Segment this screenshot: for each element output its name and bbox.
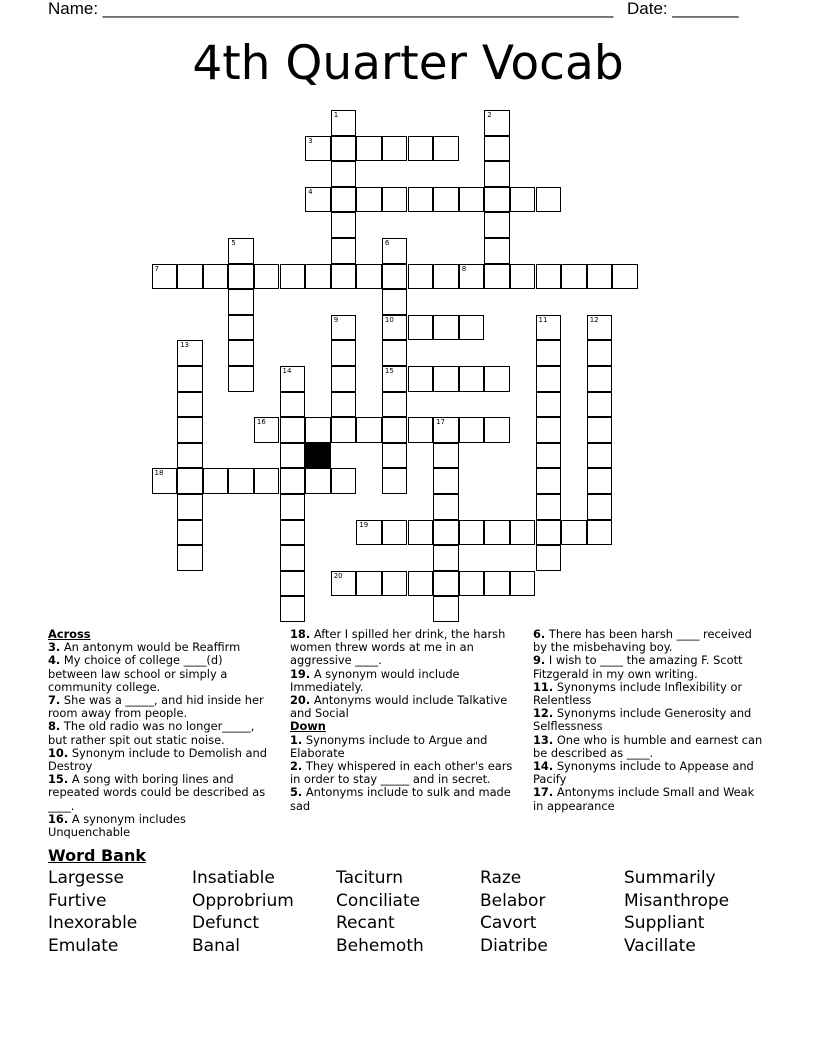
grid-cell[interactable] [382,136,408,162]
grid-cell[interactable] [382,571,408,597]
grid-cell[interactable] [587,340,613,366]
word-bank [48,867,768,957]
clue-across-20: 20. Antonyms would include Talkative and Social [290,693,508,721]
clue-across-10: 10. Synonym include to Demolish and Destroy [48,745,267,774]
grid-cell[interactable] [536,392,562,418]
grid-cell[interactable] [356,187,382,213]
clue-number: 16 [256,418,266,427]
grid-cell[interactable] [331,212,357,238]
word-bank-item: Opprobrium [192,890,294,911]
grid-cell[interactable] [433,596,459,622]
grid-cell[interactable] [305,264,331,290]
black-cell [305,443,331,469]
word-bank-item: Diatribe [480,935,548,956]
grid-cell[interactable] [612,264,638,290]
clue-number: 19 [359,520,369,529]
grid-cell[interactable] [561,520,587,546]
grid-cell[interactable] [356,520,382,546]
clue-across-7: 7. She was a _____, and hid inside her room away from people. [48,693,264,721]
grid-cell[interactable] [408,136,434,162]
grid-cell[interactable] [228,366,254,392]
grid-cell[interactable] [484,417,510,443]
grid-cell[interactable] [254,264,280,290]
grid-cell[interactable] [433,417,459,443]
clue-number: 17 [436,418,446,427]
clue-number: 7 [154,264,159,273]
grid-cell[interactable] [382,468,408,494]
grid-cell[interactable] [536,520,562,546]
grid-cell[interactable] [408,315,434,341]
grid-cell[interactable] [331,238,357,264]
grid-cell[interactable] [433,468,459,494]
grid-cell[interactable] [536,545,562,571]
grid-cell[interactable] [382,366,408,392]
clue-down-12: 12. Synonyms include Generosity and Selflessness [533,706,752,734]
grid-cell[interactable] [484,264,510,290]
grid-cell[interactable] [459,520,485,546]
word-bank-item: Behemoth [336,935,424,956]
grid-cell[interactable] [433,366,459,392]
grid-cell[interactable] [228,264,254,290]
clue-number: 3 [308,136,313,145]
grid-cell[interactable] [331,417,357,443]
grid-cell[interactable] [587,366,613,392]
clue-number: 2 [487,111,492,119]
grid-cell[interactable] [408,264,434,290]
grid-cell[interactable] [177,417,203,443]
word-bank-item: Taciturn [336,868,403,888]
grid-cell[interactable] [305,187,331,213]
clue-across-15: 15. A song with boring lines and repeated words could be described as ____. [48,772,266,813]
clue-number: 14 [282,367,292,375]
grid-cell[interactable] [280,392,306,418]
word-bank-item: Vacillate [624,935,696,956]
word-bank-item: Conciliate [336,890,421,911]
clues-column-1 [48,628,270,839]
grid-cell[interactable] [408,187,434,213]
grid-cell[interactable] [536,468,562,494]
grid-cell[interactable] [484,110,510,136]
across-heading: Across [48,627,91,641]
grid-cell[interactable] [305,468,331,494]
grid-cell[interactable] [177,545,203,571]
grid-cell[interactable] [484,366,510,392]
word-bank-item: Cavort [480,913,537,933]
grid-cell[interactable] [228,340,254,366]
clue-down-11: 11. Synonyms include Inflexibility or Relentless [533,679,743,708]
grid-cell[interactable] [280,571,306,597]
grid-cell[interactable] [536,340,562,366]
grid-cell[interactable] [484,187,510,213]
clue-down-9: 9. I wish to ____ the amazing F. Scott Fitzgerald in my own writing. [533,653,743,681]
grid-cell[interactable] [561,264,587,290]
grid-cell[interactable] [305,417,331,443]
grid-cell[interactable] [382,443,408,469]
clue-number: 18 [154,469,164,478]
clue-number: 8 [461,264,467,273]
grid-cell[interactable] [459,187,485,213]
grid-cell[interactable] [280,443,306,469]
grid-cell[interactable] [331,366,357,392]
grid-cell[interactable] [177,366,203,392]
grid-cell[interactable] [280,468,306,494]
clues-column-2 [290,628,518,813]
grid-cell[interactable] [356,264,382,290]
grid-cell[interactable] [331,110,357,136]
word-bank-item: Defunct [192,913,260,933]
clue-down-17: 17. Antonyms include Small and Weak in appearance [533,785,755,813]
grid-cell[interactable] [536,417,562,443]
clue-down-2: 2. They whispered in each other's ears in order to stay _____ and in secret. [290,759,513,787]
grid-cell[interactable] [484,136,510,162]
grid-cell[interactable] [536,264,562,290]
word-bank-item: Inexorable [48,913,138,933]
grid-cell[interactable] [331,571,357,597]
grid-cell[interactable] [408,571,434,597]
grid-cell[interactable] [433,571,459,597]
clue-number: 12 [589,315,599,324]
grid-cell[interactable] [587,264,613,290]
grid-cell[interactable] [228,468,254,494]
grid-cell[interactable] [587,443,613,469]
grid-cell[interactable] [280,494,306,520]
clue-down-6: 6. There has been harsh ____ received by the misbehaving boy. [533,627,752,655]
grid-cell[interactable] [459,366,485,392]
grid-cell[interactable] [587,392,613,418]
clue-down-5: 5. Antonyms include to sulk and made sad [290,785,511,813]
word-bank-item: Summarily [624,868,716,888]
grid-cell[interactable] [382,264,408,290]
clue-number: 10 [384,315,394,324]
grid-cell[interactable] [280,366,306,392]
grid-cell[interactable] [484,520,510,546]
page-title: 4th Quarter Vocab [192,36,624,91]
grid-cell[interactable] [356,571,382,597]
grid-cell[interactable] [382,289,408,315]
grid-cell[interactable] [177,264,203,290]
grid-cell[interactable] [433,187,459,213]
grid-cell[interactable] [177,392,203,418]
grid-cell[interactable] [536,366,562,392]
grid-cell[interactable] [408,417,434,443]
grid-cell[interactable] [254,417,280,443]
grid-cell[interactable] [331,161,357,187]
grid-cell[interactable] [536,315,562,341]
grid-cell[interactable] [382,392,408,418]
name-field-label: Name: ______________________________________________________ [48,0,614,18]
grid-cell[interactable] [331,136,357,162]
grid-cell[interactable] [484,161,510,187]
word-bank-item: Largesse [48,868,125,888]
clue-down-1: 1. Synonyms include to Argue and Elaborate [290,732,488,760]
grid-cell[interactable] [459,571,485,597]
grid-cell[interactable] [177,468,203,494]
clue-number: 1 [333,111,339,119]
date-field-label: Date: _______ [627,0,739,18]
grid-cell[interactable] [228,289,254,315]
grid-cell[interactable] [356,417,382,443]
clue-across-4: 4. My choice of college ____(d) between law school or simply a community college. [48,653,228,694]
clue-across-18: 18. After I spilled her drink, the harsh women threw words at me in an aggressive ____. [290,627,506,668]
grid-cell[interactable] [203,468,229,494]
clue-number: 13 [180,341,190,350]
grid-cell[interactable] [484,571,510,597]
clue-down-13: 13. One who is humble and earnest can be described as ____. [533,732,763,760]
grid-cell[interactable] [510,187,536,213]
grid-cell[interactable] [587,494,613,520]
grid-cell[interactable] [433,443,459,469]
grid-cell[interactable] [536,494,562,520]
grid-cell[interactable] [484,238,510,264]
grid-cell[interactable] [152,468,178,494]
grid-cell[interactable] [587,315,613,341]
word-bank-item: Emulate [48,935,119,956]
clue-number: 6 [384,239,390,247]
grid-cell[interactable] [177,340,203,366]
grid-cell[interactable] [280,417,306,443]
grid-cell[interactable] [228,315,254,341]
grid-cell[interactable] [536,187,562,213]
clue-number: 20 [333,571,343,580]
grid-cell[interactable] [152,264,178,290]
clue-number: 15 [384,367,394,375]
grid-cell[interactable] [484,212,510,238]
word-bank-title: Word Bank [48,846,147,865]
grid-cell[interactable] [280,545,306,571]
grid-cell[interactable] [433,315,459,341]
word-bank-item: Misanthrope [624,890,730,911]
grid-cell[interactable] [280,264,306,290]
grid-cell[interactable] [382,187,408,213]
word-bank-item: Furtive [48,890,107,911]
grid-cell[interactable] [254,468,280,494]
clue-across-16: 16. A synonym includes Unquenchable [48,811,186,840]
grid-cell[interactable] [331,187,357,213]
grid-cell[interactable] [433,494,459,520]
clue-down-14: 14. Synonyms include to Appease and Pacify [533,759,754,787]
grid-cell[interactable] [587,417,613,443]
word-bank-item: Recant [336,913,395,933]
clue-number: 4 [308,187,313,196]
grid-cell[interactable] [408,520,434,546]
grid-cell[interactable] [280,520,306,546]
grid-cell[interactable] [510,264,536,290]
grid-cell[interactable] [433,520,459,546]
clue-across-8: 8. The old radio was no longer_____, but rather spit out static noise. [48,719,255,747]
clue-across-19: 19. A synonym would include Immediately. [290,666,460,694]
grid-cell[interactable] [536,443,562,469]
clue-number: 5 [231,239,236,247]
grid-cell[interactable] [510,571,536,597]
word-bank-item: Banal [192,935,240,956]
clues-column-3 [533,628,765,813]
word-bank-item: Raze [480,868,522,888]
grid-cell[interactable] [331,392,357,418]
word-bank-item: Suppliant [624,913,705,933]
grid-cell[interactable] [433,136,459,162]
grid-cell[interactable] [382,315,408,341]
grid-cell[interactable] [280,596,306,622]
grid-cell[interactable] [177,494,203,520]
grid-cell[interactable] [459,315,485,341]
grid-cell[interactable] [408,366,434,392]
down-heading: Down [290,719,326,734]
grid-cell[interactable] [305,136,331,162]
grid-cell[interactable] [433,545,459,571]
grid-cell[interactable] [331,315,357,341]
grid-cell[interactable] [433,264,459,290]
grid-cell[interactable] [356,136,382,162]
grid-cell[interactable] [382,340,408,366]
grid-cell[interactable] [177,443,203,469]
grid-cell[interactable] [331,264,357,290]
grid-cell[interactable] [510,520,536,546]
grid-cell[interactable] [587,468,613,494]
clue-number: 9 [333,315,339,324]
grid-cell[interactable] [459,417,485,443]
clue-across-3: 3. An antonym would be Reaffirm [48,640,241,655]
grid-cell[interactable] [228,238,254,264]
grid-cell[interactable] [459,264,485,290]
grid-cell[interactable] [587,520,613,546]
word-bank-item: Belabor [480,890,546,911]
grid-cell[interactable] [382,417,408,443]
grid-cell[interactable] [203,264,229,290]
word-bank-item: Insatiable [192,868,275,888]
grid-cell[interactable] [382,520,408,546]
grid-cell[interactable] [331,468,357,494]
grid-cell[interactable] [177,520,203,546]
clue-number: 11 [538,315,548,324]
grid-cell[interactable] [331,340,357,366]
grid-cell[interactable] [382,238,408,264]
